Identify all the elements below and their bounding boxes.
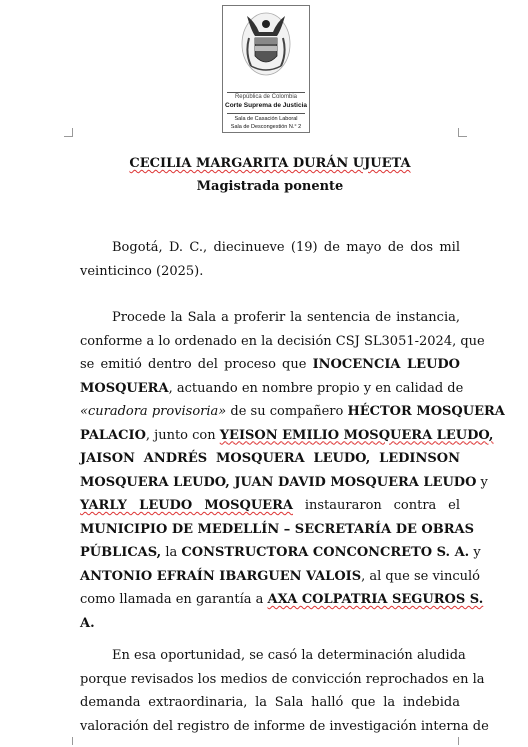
coat-of-arms-icon: [237, 8, 295, 88]
text-line: Bogotá, D. C., diecinueve (19) de mayo de dos mil: [112, 240, 460, 255]
magistrate-name: CECILIA MARGARITA DURÁN UJUETA: [129, 156, 411, 171]
paragraph-date: [80, 236, 460, 283]
paragraph-proceedings: [80, 306, 505, 635]
text-line: como llamada en garantía a AXA COLPATRIA SEGUROS S.: [80, 592, 484, 607]
court-seal: [222, 5, 310, 133]
text-line: MOSQUERA LEUDO, JUAN DAVID MOSQUERA LEUDO y: [80, 474, 488, 490]
text-line: conforme a lo ordenado en la decisión CSJ SL3051-2024, que: [80, 333, 485, 349]
text-line: JAISON ANDRÉS MOSQUERA LEUDO, LEDINSON: [80, 451, 460, 466]
text-line: MUNICIPIO DE MEDELLÍN – SECRETARÍA DE OBRAS: [80, 521, 475, 537]
text-line: «curadora provisoria» de su compañero HÉCTOR MOSQUERA: [80, 404, 505, 419]
seal-sala: Sala de Casación Laboral: [234, 116, 298, 122]
text-line: porque revisados los medios de convicción reprochados en la: [80, 671, 485, 687]
text-line: ANTONIO EFRAÍN IBARGUEN VALOIS, al que se vinculó: [80, 568, 480, 584]
seal-court-name: Corte Suprema de Justicia: [225, 102, 307, 109]
text-line: veinticinco (2025).: [80, 263, 204, 279]
text-line: MOSQUERA, actuando en nombre propio y en calidad de: [80, 380, 464, 396]
text-line: demanda extraordinaria, la Sala halló que la indebida: [80, 695, 460, 710]
text-line: se emitió dentro del proceso que INOCENCIA LEUDO: [80, 357, 461, 372]
text-line: En esa oportunidad, se casó la determinación aludida: [112, 648, 466, 663]
text-line: PÚBLICAS, la CONSTRUCTORA CONCONCRETO S. A. y: [80, 545, 481, 560]
paragraph-background: [80, 644, 489, 738]
text-line: PALACIO, junto con YEISON EMILIO MOSQUERA LEUDO,: [80, 427, 494, 443]
text-line: valoración del registro de informe de investigación interna de: [80, 718, 489, 734]
seal-descongestion: Sala de Descongestión N.° 2: [230, 124, 302, 130]
magistrate-role: Magistrada ponente: [196, 179, 344, 194]
text-line: Procede la Sala a proferir la sentencia de instancia,: [112, 310, 460, 325]
text-line: YARLY LEUDO MOSQUERA instauraron contra el: [80, 498, 460, 513]
seal-republic: República de Colombia: [234, 94, 298, 100]
text-line: A.: [80, 615, 95, 631]
